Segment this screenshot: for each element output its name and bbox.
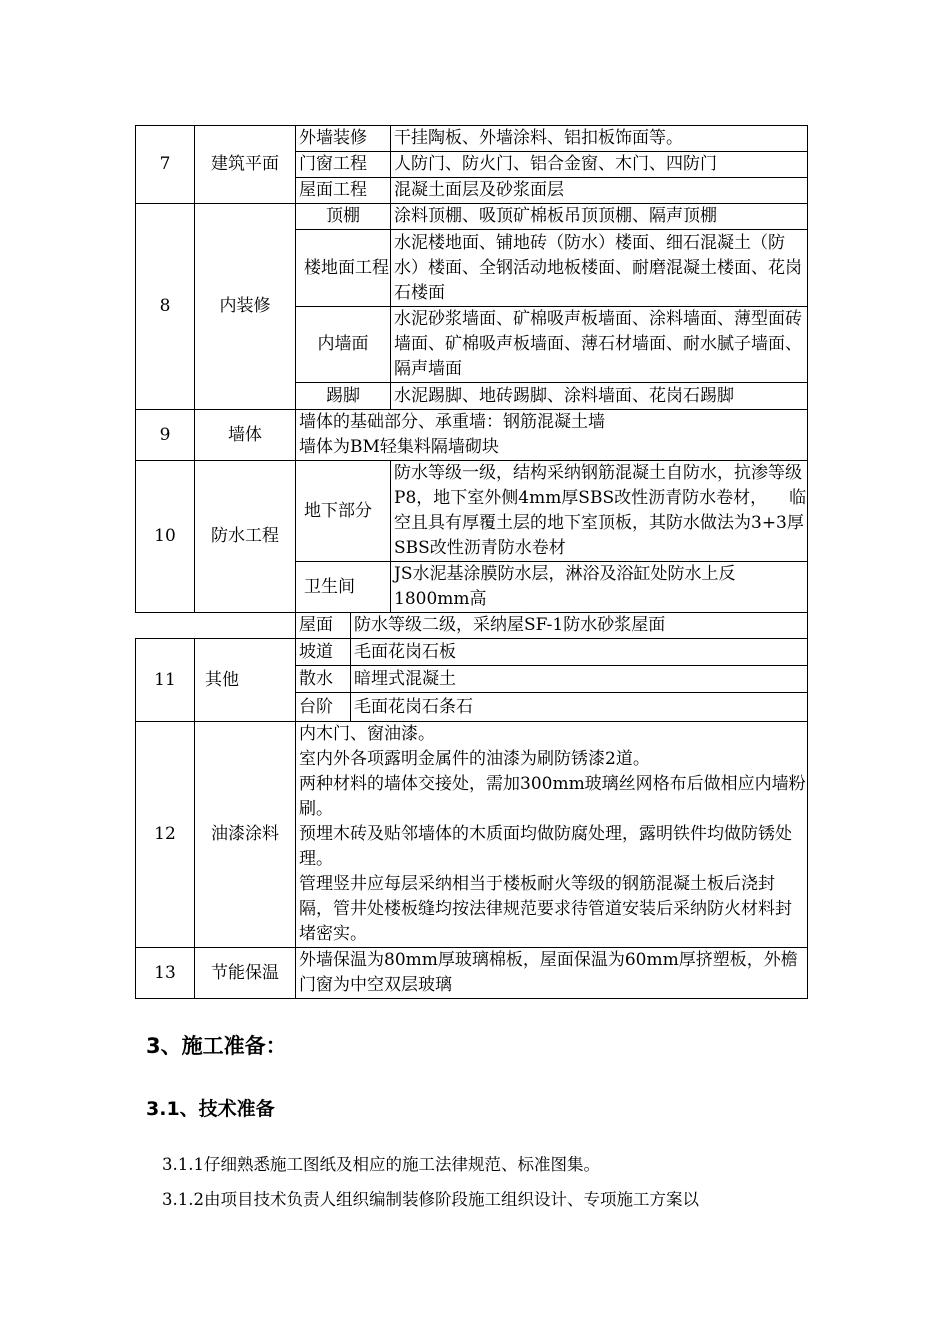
table-row <box>136 461 808 562</box>
sub-item: 屋面工程 <box>296 178 391 204</box>
row-number: 7 <box>136 126 195 204</box>
sub-item: 内墙面 <box>296 307 391 383</box>
row-number: 8 <box>136 204 195 410</box>
sub-item: 顶棚 <box>296 204 391 230</box>
row-number: 10 <box>136 461 195 613</box>
item-line: 内木门、窗油漆。 <box>299 724 435 744</box>
item-value: 干挂陶板、外墙涂料、铝扣板饰面等。 <box>391 126 808 152</box>
category-name: 墙体 <box>195 410 296 461</box>
item-value <box>296 410 808 461</box>
table-row <box>136 948 808 999</box>
item-text: ， <box>750 488 768 508</box>
item-value: 外墙保温为80mm厚玻璃棉板，屋面保温为60mm厚挤塑板，外檐门窗为中空双层玻璃 <box>296 948 808 999</box>
item-value: 毛面花岗石条石 <box>351 693 808 722</box>
item-value: JS水泥基涂膜防水层，淋浴及浴缸处防水上反1800mm高 <box>391 562 808 613</box>
item-value <box>296 722 808 948</box>
category-name: 油漆涂料 <box>195 722 296 948</box>
table-row <box>136 204 808 230</box>
item-value: 防水等级二级，采纳屋SF-1防水砂浆屋面 <box>351 613 808 639</box>
sub-item: 台阶 <box>296 693 351 722</box>
table-row <box>136 639 808 666</box>
row-number: 13 <box>136 948 195 999</box>
paragraph: 3.1.2由项目技术负责人组织编制装修阶段施工组织设计、专项施工方案以 <box>162 1190 699 1209</box>
sub-item: 散水 <box>296 666 351 693</box>
paragraph: 3.1.1仔细熟悉施工图纸及相应的施工法律规范、标准图集。 <box>162 1155 600 1174</box>
item-text: 防水等级一级，结构采纳钢筋混凝土自防水，抗渗等级P8，地下室外侧4mm厚SBS改性沥青防水卷材 <box>394 463 802 508</box>
category-name: 其他 <box>195 639 296 722</box>
category-name: 节能保温 <box>195 948 296 999</box>
item-line: 室内外各项露明金属件的油漆为刷防锈漆2道。 <box>299 749 650 769</box>
item-line: 预埋木砖及贴邻墙体的木质面均做防腐处理，露明铁件均做防锈处理。 <box>299 824 792 869</box>
sub-item: 踢脚 <box>296 383 391 410</box>
table-row <box>136 410 808 461</box>
item-value: 水泥砂浆墙面、矿棉吸声板墙面、涂料墙面、薄型面砖墙面、矿棉吸声板墙面、薄石材墙面、耐水腻子墙面、隔声墙面 <box>391 307 808 383</box>
item-text: 临空且具有厚覆土层的地下室顶板，其防水做法为3+3厚SBS改性沥青防水卷材 <box>394 488 807 558</box>
sub-item: 地下部分 <box>296 461 391 562</box>
section-heading: 3、施工准备： <box>146 1034 287 1058</box>
row-number: 9 <box>136 410 195 461</box>
sub-item: 门窗工程 <box>296 152 391 178</box>
item-value: 混凝土面层及砂浆面层 <box>391 178 808 204</box>
table-row <box>136 722 808 948</box>
subsection-heading: 3.1、技术准备 <box>146 1098 275 1120</box>
item-line: 管理竖井应每层采纳相当于楼板耐火等级的钢筋混凝土板后浇封隔，管井处楼板缝均按法律规范要求待管道安装后采纳防火材料封堵密实。 <box>299 874 792 944</box>
item-value: 水泥踢脚、地砖踢脚、涂料墙面、花岗石踢脚 <box>391 383 808 410</box>
row-number: 12 <box>136 722 195 948</box>
item-value: 涂料顶棚、吸顶矿棉板吊顶顶棚、隔声顶棚 <box>391 204 808 230</box>
item-value <box>391 461 808 562</box>
item-value: 暗埋式混凝土 <box>351 666 808 693</box>
specification-table <box>135 125 808 999</box>
sub-item: 屋面 <box>296 613 351 639</box>
sub-item: 卫生间 <box>296 562 391 613</box>
item-value: 人防门、防火门、铝合金窗、木门、四防门 <box>391 152 808 178</box>
category-name: 内装修 <box>195 204 296 410</box>
sub-item: 楼地面工程 <box>296 230 391 307</box>
table-row <box>136 613 808 639</box>
sub-item: 坡道 <box>296 639 351 666</box>
item-value: 水泥楼地面、铺地砖（防水）楼面、细石混凝土（防水）楼面、全钢活动地板楼面、耐磨混凝土楼面、花岗石楼面 <box>391 230 808 307</box>
sub-item: 外墙装修 <box>296 126 391 152</box>
category-name: 防水工程 <box>195 461 296 613</box>
item-line: 两种材料的墙体交接处，需加300mm玻璃丝网格布后做相应内墙粉刷。 <box>299 774 806 819</box>
item-line: 墙体的基础部分、承重墙：钢筋混凝土墙 <box>299 412 605 432</box>
row-number: 11 <box>136 639 195 722</box>
table-row <box>136 126 808 152</box>
category-name: 建筑平面 <box>195 126 296 204</box>
item-line: 墙体为BM轻集料隔墙砌块 <box>299 437 499 457</box>
item-value: 毛面花岗石板 <box>351 639 808 666</box>
